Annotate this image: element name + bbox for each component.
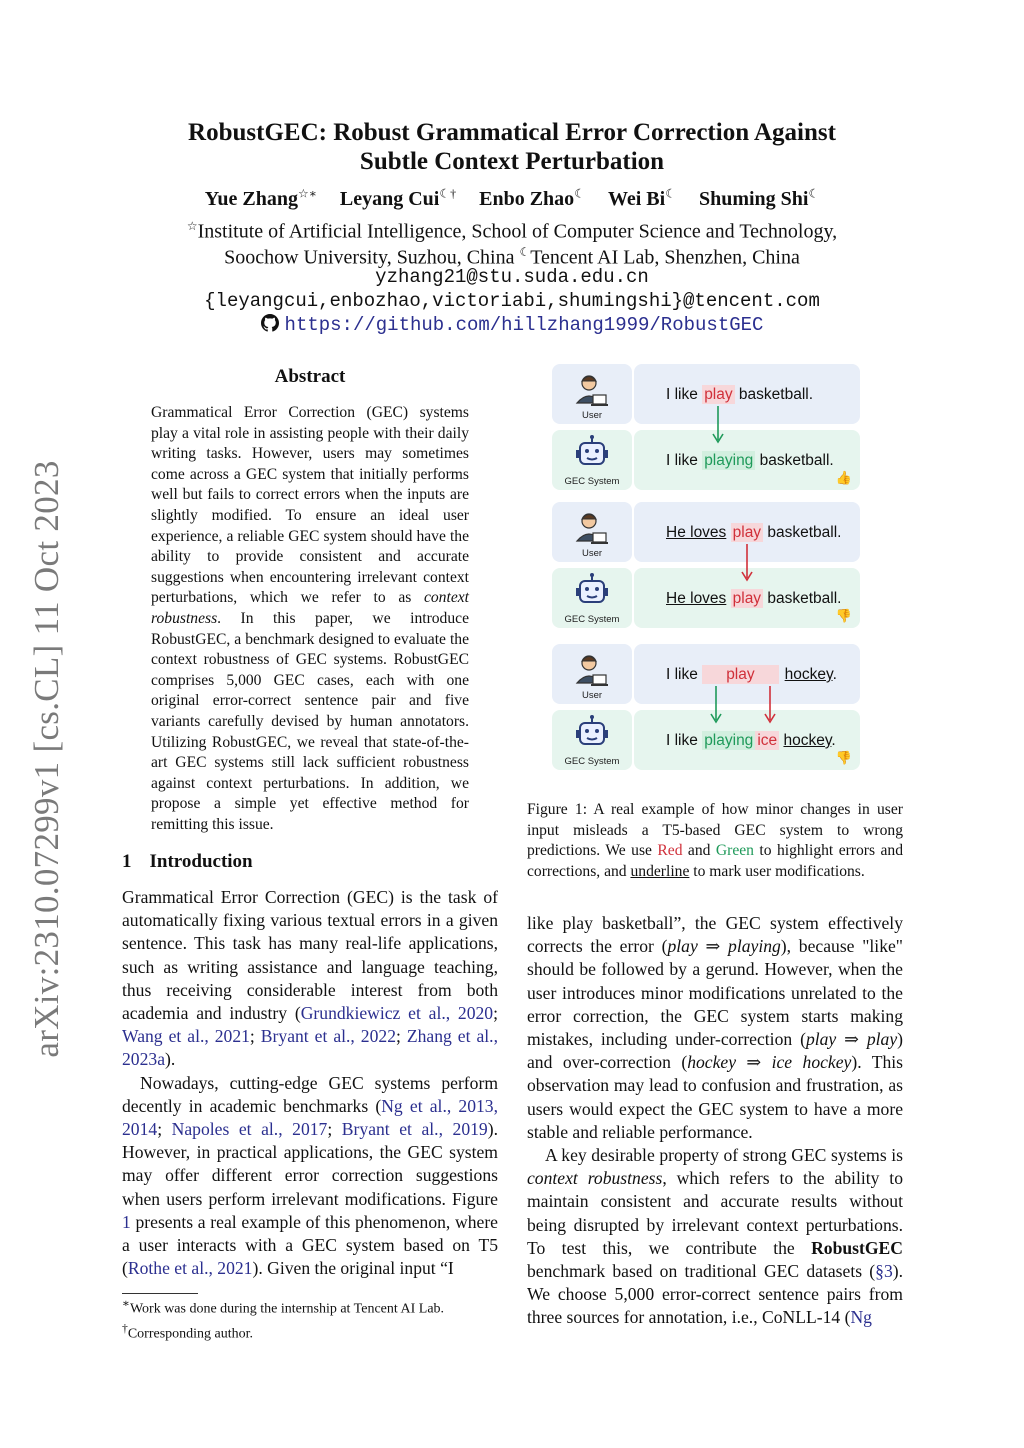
citation-link[interactable]: Bryant et al., 2019 xyxy=(341,1119,488,1140)
paragraph: A key desirable property of strong GEC systems is context robustness, which refers to the ability to maintain consistent and accurate results without being disrupted by irrelevant context perturbations. To test this, we contribute the RobustGEC benchmark based on traditional GEC datasets (§3). We choose 5,000 error-correct sentence pairs from three sources for annotation, i.e., CoNLL-14 (Ng xyxy=(527,1145,903,1328)
user-box xyxy=(552,644,632,704)
message-box xyxy=(634,710,860,770)
correct-arrow xyxy=(710,686,722,726)
citation-link[interactable]: Ng xyxy=(850,1307,872,1328)
section-heading: 1 Introduction xyxy=(122,851,253,872)
author: Enbo Zhao☾ xyxy=(479,186,585,210)
thumbs-down-icon: 👎 xyxy=(835,608,852,623)
introduction-body xyxy=(122,886,498,1280)
affiliation-line-1: ☆Institute of Artificial Intelligence, School of Computer Science and Technology, xyxy=(186,219,838,243)
author: Yue Zhang☆∗ xyxy=(204,186,317,210)
author: Leyang Cui☾† xyxy=(339,186,457,210)
footnote: ∗Work was done during the internship at Tencent AI Lab. xyxy=(122,1297,445,1317)
github-url-link[interactable]: https://github.com/hillzhang1999/RobustGEC xyxy=(284,314,764,336)
footnotes xyxy=(122,1294,502,1343)
citation-link[interactable]: Grundkiewicz et al., 2020 xyxy=(300,1003,494,1024)
system-label: GEC System xyxy=(564,614,620,625)
figure-caption: Figure 1: A real example of how minor changes in user input misleads a T5-based GEC system to wrong predictions. We use Red and Green to highlight errors and corrections, and underline to mark user modifications. xyxy=(527,801,904,880)
right-column-body xyxy=(527,912,903,1330)
correct-arrow xyxy=(712,406,724,446)
thumbs-up-icon: 👍 xyxy=(835,470,852,485)
author-mark: ☾† xyxy=(439,186,457,200)
user-avatar-icon xyxy=(572,651,612,691)
thumbs-down-icon: 👎 xyxy=(835,750,852,765)
error-arrow xyxy=(741,544,753,584)
system-box xyxy=(552,568,632,628)
author-mark: ☆∗ xyxy=(297,186,317,200)
system-output-2: He loves play basketball. xyxy=(666,590,842,607)
robot-icon xyxy=(572,434,612,474)
paper-title xyxy=(130,118,894,176)
user-label: User xyxy=(581,690,603,701)
citation-link[interactable]: Bryant et al., 2022 xyxy=(260,1026,396,1047)
citation-link[interactable]: Napoles et al., 2017 xyxy=(171,1119,328,1140)
figure-reference-link[interactable]: 1 xyxy=(122,1211,131,1232)
citation-link[interactable]: Wang et al., 2021 xyxy=(122,1026,250,1047)
message-box xyxy=(634,364,860,424)
github-link-row xyxy=(130,314,894,336)
paragraph: Grammatical Error Correction (GEC) is the task of automatically fixing various textual errors in a given sentence. This task has many real-life applications, such as writing assistance and language teaching, thus receiving considerable interest from both academia and industry (Grundkiewicz et al., 2020; Wang et al., 2021; Bryant et al., 2022; Zhang et al., 2023a). xyxy=(122,887,498,1070)
affiliation-line-2: Soochow University, Suzhou, China ☾Tencent AI Lab, Shenzhen, China xyxy=(224,245,800,269)
user-input-1: I like play basketball. xyxy=(666,386,814,403)
error-arrow xyxy=(764,686,776,726)
system-label: GEC System xyxy=(564,476,620,487)
footnote: †Corresponding author. xyxy=(122,1321,254,1342)
citation-link[interactable]: Zhang et al., 2023a xyxy=(122,1026,498,1070)
arxiv-identifier: arXiv:2310.07299v1 [cs.CL] 11 Oct 2023 xyxy=(27,460,66,1058)
email-1: yzhang21@stu.suda.edu.cn xyxy=(375,266,649,288)
author-mark: ☾ xyxy=(808,186,820,200)
system-output-1: I like playing basketball. xyxy=(666,452,834,469)
github-icon xyxy=(261,314,279,332)
citation-link[interactable]: Ng et al., 2013, 2014 xyxy=(122,1095,498,1140)
section-reference-link[interactable]: §3 xyxy=(875,1261,893,1282)
message-box xyxy=(634,430,860,490)
abstract-heading: Abstract xyxy=(274,366,346,387)
user-avatar-icon xyxy=(572,509,612,549)
author-list xyxy=(130,186,894,211)
user-box xyxy=(552,502,632,562)
system-box xyxy=(552,430,632,490)
paragraph: like play basketball”, the GEC system effectively corrects the error (play ⇒ playing), because "like" should be followed by a gerund. However, when the user introduces minor modifications unrelated to the error correction, the GEC system starts making mistakes, including under-correction (play ⇒ play) and over-correction (hockey ⇒ ice hockey). This observation may lead to confusion and frustration, as users would expect the GEC system to have a more stable and reliable performance. xyxy=(527,913,903,1142)
author: Wei Bi☾ xyxy=(607,186,676,210)
user-label: User xyxy=(581,410,603,421)
user-avatar-icon xyxy=(572,371,612,411)
system-label: GEC System xyxy=(564,756,620,767)
author-mark: ☾ xyxy=(665,186,676,200)
author: Shuming Shi☾ xyxy=(698,186,820,210)
robot-icon xyxy=(572,714,612,754)
user-box xyxy=(552,364,632,424)
citation-link[interactable]: Rothe et al., 2021 xyxy=(127,1258,253,1279)
title-line-2: Subtle Context Perturbation xyxy=(359,148,665,175)
robot-icon xyxy=(572,572,612,612)
user-label: User xyxy=(581,548,603,559)
email-2: {leyangcui,enbozhao,victoriabi,shumingshi}@tencent.com xyxy=(204,290,820,312)
user-input-2: He loves play basketball. xyxy=(666,524,842,541)
author-mark: ☾ xyxy=(574,186,585,200)
abstract-text: Grammatical Error Correction (GEC) systems play a vital role in assisting people with their daily writing tasks. However, users may sometimes come across a GEC system that initially performs well but fails to correct errors when the inputs are slightly modified. To ensure an ideal user experience, a reliable GEC system should have the ability to provide consistent and accurate suggestions when encountering irrelevant context perturbations, which we refer to as context robustness. In this paper, we introduce RobustGEC, a benchmark designed to evaluate the context robustness of GEC systems. RobustGEC comprises 5,000 GEC cases, each with one original error-correct sentence pair and five variants carefully devised by human annotators. Utilizing RobustGEC, we reveal that state-of-the-art GEC systems still lack sufficient robustness against context perturbations. In addition, we propose a simple yet effective method for remitting this issue. xyxy=(151,404,469,833)
message-box xyxy=(634,644,860,704)
paragraph: Nowadays, cutting-edge GEC systems perform decently in academic benchmarks (Ng et al., 2013, 2014; Napoles et al., 2017; Bryant et al., 2019). However, in practical applications, the GEC system may offer different error correction suggestions when users perform irrelevant modifications. Figure 1 presents a real example of this phenomenon, where a user interacts with a GEC system based on T5 (Rothe et al., 2021). Given the original input “I xyxy=(122,1072,498,1279)
figure-1 xyxy=(552,364,862,778)
system-box xyxy=(552,710,632,770)
system-output-3: I like playing ice hockey. xyxy=(666,732,836,749)
title-line-1: RobustGEC: Robust Grammatical Error Correction Against xyxy=(188,119,836,146)
user-input-3: I like play hockey. xyxy=(666,666,837,683)
